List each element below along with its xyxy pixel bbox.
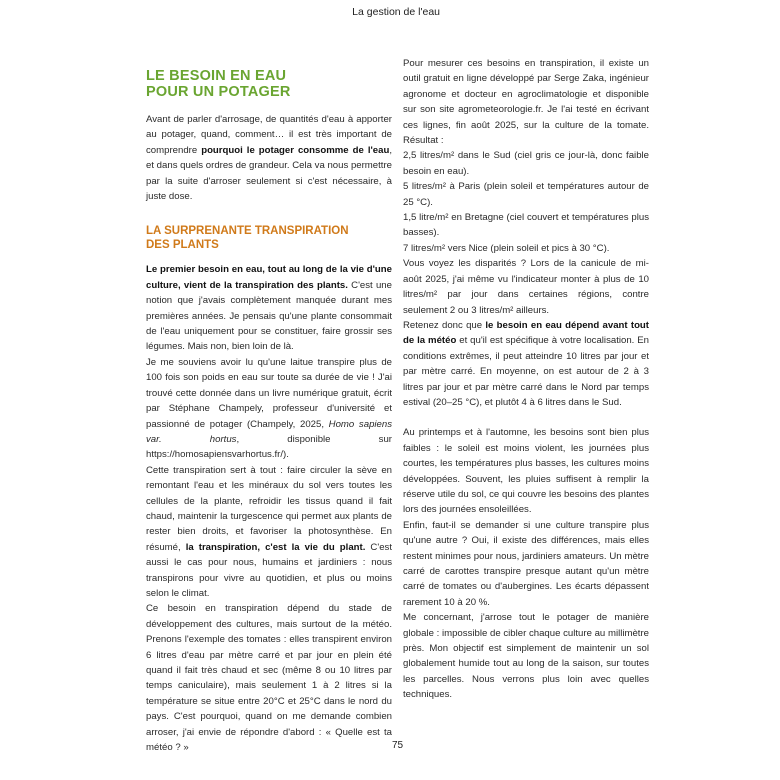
- result-paris: 5 litres/m² à Paris (plein soleil et températures autour de 25 °C).: [403, 181, 649, 208]
- paragraph-gap: [403, 410, 649, 425]
- paragraph-role-transpiration: Cette transpiration sert à tout : faire circuler la sève en remontant l'eau et les minéraux du sol vers toutes les cellules de la plante, refroidir les tissus quand il fait chaud, maintenir la turgescence qui permet aux plants de rester bien droits, et favoriser la photosynthèse. En résumé, la transpiration, c'est la vie du plant. C'est aussi le cas pour nous, humains et jardiniers : nous transpirons pour vivre au quotidien, et plus ou moins selon le climat.: [146, 464, 392, 599]
- subsection-title-line2: DES PLANTS: [146, 239, 219, 252]
- paragraph-transpiration-intro: Le premier besoin en eau, tout au long de la vie d'une culture, vient de la transpiration des plants. C'est une notion que j'avais complètement manquée durant mes premières années. Je pensais qu'une plante consommait de l'eau uniquement pour se constituer, faire grossir ses légumes. Mais non, bien loin de là.: [146, 264, 392, 353]
- subsection-title: [146, 224, 392, 252]
- paragraph-printemps: Au printemps et à l'automne, les besoins sont bien plus faibles : le soleil est moins violent, les journées plus courtes, les températures plus basses, les cultures moins développées. Souvent, les pluies suffisent à remplir la réserve utile du sol, ce qui couvre les besoins des plantes lors des journées ensoleillées.: [403, 427, 649, 516]
- paragraph-me-concernant: Me concernant, j'arrose tout le potager de manière globale : impossible de cibler chaque culture au millimètre près. Mon objectif est simplement de maintenir un sol globalement humide tout au long de la saison, sur toutes les parcelles. Nous verrons plus loin avec quelles techniques.: [403, 612, 649, 701]
- paragraph-disparites: Vous voyez les disparités ? Lors de la canicule de mi-août 2025, j'ai même vu l'indicateur monter à plus de 10 litres/m² par jour dans certaines régions, contre seulement 2 ou 3 litres/m² ailleurs.: [403, 258, 649, 316]
- paragraph-tomates: Ce besoin en transpiration dépend du stade de développement des cultures, mais surtout de la météo. Prenons l'exemple des tomates : elles transpirent environ 6 litres d'eau par mètre carré et par jour en plein été quand il fait très chaud et sec (même 8 ou 10 litres par temps caniculaire), mais seulement 1 à 2 litres si la température se situe entre 20°C et 25°C dans le nord du pays. C'est pourquoi, quand on me demande combien arroser, j'ai envie de répondre d'abord : « Quelle est ta météo ? »: [146, 603, 392, 754]
- book-title: Homo sapiens var. hortus: [146, 418, 393, 445]
- section-title: [146, 68, 392, 100]
- intro-emphasis: pourquoi le potager consomme de l'eau: [201, 144, 390, 156]
- result-sud: 2,5 litres/m² dans le Sud (ciel gris ce jour-là, donc faible besoin en eau).: [403, 150, 649, 177]
- running-title: La gestion de l'eau: [352, 6, 440, 18]
- result-bretagne: 1,5 litre/m² en Bretagne (ciel couvert et températures plus basses).: [403, 212, 649, 239]
- paragraph-differences: Enfin, faut-il se demander si une culture transpire plus qu'une autre ? Oui, il existe des différences, mais elles restent minimes pour nous, jardiniers amateurs. Un mètre carré de carottes transpire presque autant qu'un mètre carré de tomates ou d'aubergines. Les écarts dépassent rarement 10 à 20 %.: [403, 519, 649, 608]
- intro-paragraph: Avant de parler d'arrosage, de quantités d'eau à apporter au potager, quand, comment… il est très important de comprendre pourquoi le potager consomme de l'eau, et dans quels ordres de grandeur. Cela va nous permettre par la suite d'arroser seulement si c'est nécessaire, à juste dose.: [146, 114, 392, 203]
- page-number: 75: [392, 740, 404, 751]
- paragraph-retenez: Retenez donc que le besoin en eau dépend avant tout de la météo et qu'il est spécifique à votre localisation. En conditions extrêmes, il peut atteindre 10 litres par jour et par mètre carré. En moyenne, on est autour de 2 à 3 litres par jour et par mètre carré dans le Nord par temps estival (20–25 °C), et plutôt 4 à 6 litres dans le Sud.: [403, 319, 649, 408]
- paragraph-laitue: Je me souviens avoir lu qu'une laitue transpire plus de 100 fois son poids en eau sur toute sa durée de vie ! J'ai trouvé cette donnée dans un livre numérique gratuit, écrit par Stéphane Champely, professeur d'université et passionné de potager (Champely, 2025, Homo sapiens var. hortus, disponible sur https://homosapiensvarhortus.fr/).: [146, 356, 393, 461]
- right-column: [403, 56, 649, 703]
- result-nice: 7 litres/m² vers Nice (plein soleil et pics à 30 °C).: [403, 242, 610, 254]
- left-column: [146, 56, 392, 755]
- paragraph-outil-mesure: Pour mesurer ces besoins en transpiration, il existe un outil gratuit en ligne développé par Serge Zaka, ingénieur agronome et docteur en agroclimatologie et disponible sur son site agrometeorologie.fr. Je l'ai testé en écrivant ces lignes, fin août 2025, sur la culture de la tomate. Résultat :: [403, 58, 649, 147]
- section-title-line2: POUR UN POTAGER: [146, 84, 291, 100]
- subsection-title-line1: LA SURPRENANTE TRANSPIRATION: [146, 225, 349, 238]
- section-title-line1: LE BESOIN EN EAU: [146, 68, 287, 84]
